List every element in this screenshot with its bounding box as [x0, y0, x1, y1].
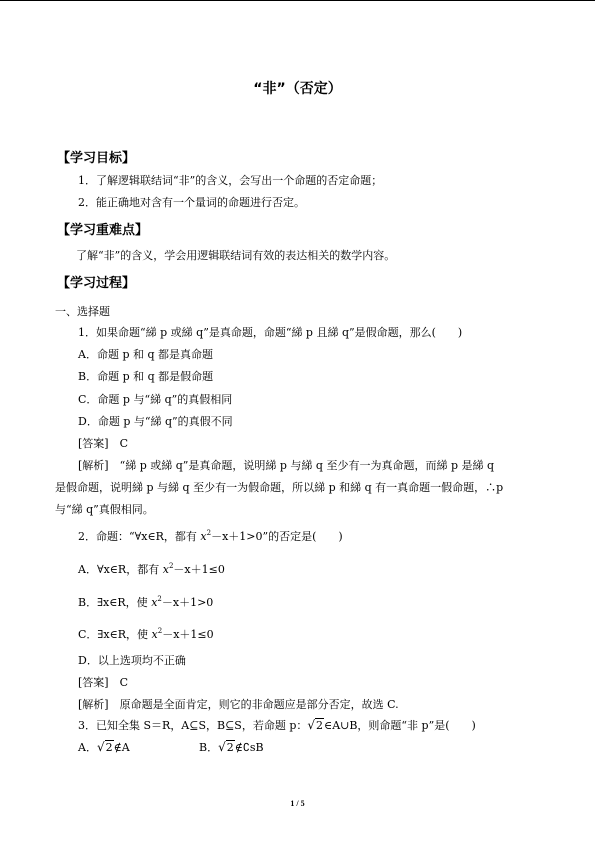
q1-stem: 1．如果命题“綈 p 或綈 q”是真命题，命题“綈 p 且綈 q”是假命题，那么( ): [78, 326, 463, 339]
sqrt-symbol: √2: [96, 740, 113, 754]
q1-answer: [答案] C: [78, 437, 128, 450]
q1-option-c: C．命题 p 与“綈 q”的真假相同: [78, 393, 233, 406]
keypoint-text: 了解“非”的含义，学会用逻辑联结词有效的表达相关的数学内容。: [76, 249, 396, 262]
page-title: “非”（否定）: [253, 81, 342, 97]
q2-stem: 2．命题：“∀x∈R，都有 $x^2-x+1>0$”的否定是( ): [78, 529, 343, 543]
q1-analysis-line-1: [解析] “綈 p 或綈 q”是真命题，说明綈 p 与綈 q 至少有一为真命题，而綈 p 是綈 q: [78, 459, 495, 472]
q1-option-a: A．命题 p 和 q 都是真命题: [78, 348, 214, 361]
q1-analysis-line-3: 与“綈 q”真假相同。: [55, 503, 154, 516]
q1-option-d: D．命题 p 与“綈 q”的真假不同: [78, 415, 233, 428]
part-heading: 一、选择题: [55, 305, 110, 318]
section-goal-heading: 【学习目标】: [57, 151, 136, 166]
q2-option-d: D．以上选项均不正确: [78, 654, 186, 667]
q2-option-c: C．∃x∈R，使 $x^2-x+1\le 0$: [78, 627, 214, 641]
q2-option-a: A．∀x∈R，都有 $x^2-x+1\le 0$: [78, 562, 225, 576]
q1-analysis-line-2: 是假命题，说明綈 p 与綈 q 至少有一为假命题，所以綈 p 和綈 q 有一真命题一假命题，∴p: [55, 481, 504, 494]
section-process-heading: 【学习过程】: [57, 276, 136, 291]
page-number: 1 / 5: [290, 799, 305, 808]
goal-item-1: 1．了解逻辑联结词“非”的含义，会写出一个命题的否定命题；: [78, 174, 383, 187]
q3-stem: 3．已知全集 S＝R，A⊆S，B⊆S，若命题 p：√2∈A∪B，则命题“非 p”是( ): [78, 718, 476, 732]
top-rule: [0, 0, 595, 1]
q2-analysis: [解析] 原命题是全面肯定，则它的非命题应是部分否定，故选 C.: [78, 698, 399, 711]
goal-item-2: 2．能正确地对含有一个量词的命题进行否定。: [78, 196, 305, 209]
section-keypoints-heading: 【学习重难点】: [57, 223, 149, 238]
q1-option-b: B．命题 p 和 q 都是假命题: [78, 370, 214, 383]
q2-answer: [答案] C: [78, 676, 128, 689]
q3-option-b: B．√2∉∁sB: [199, 740, 264, 754]
q2-option-b: B．∃x∈R，使 $x^2-x+1>0$: [78, 595, 214, 609]
q3-option-a: A．√2∉A: [78, 740, 130, 754]
sqrt-symbol: √2: [218, 740, 234, 754]
sqrt-symbol: √2: [307, 718, 324, 732]
